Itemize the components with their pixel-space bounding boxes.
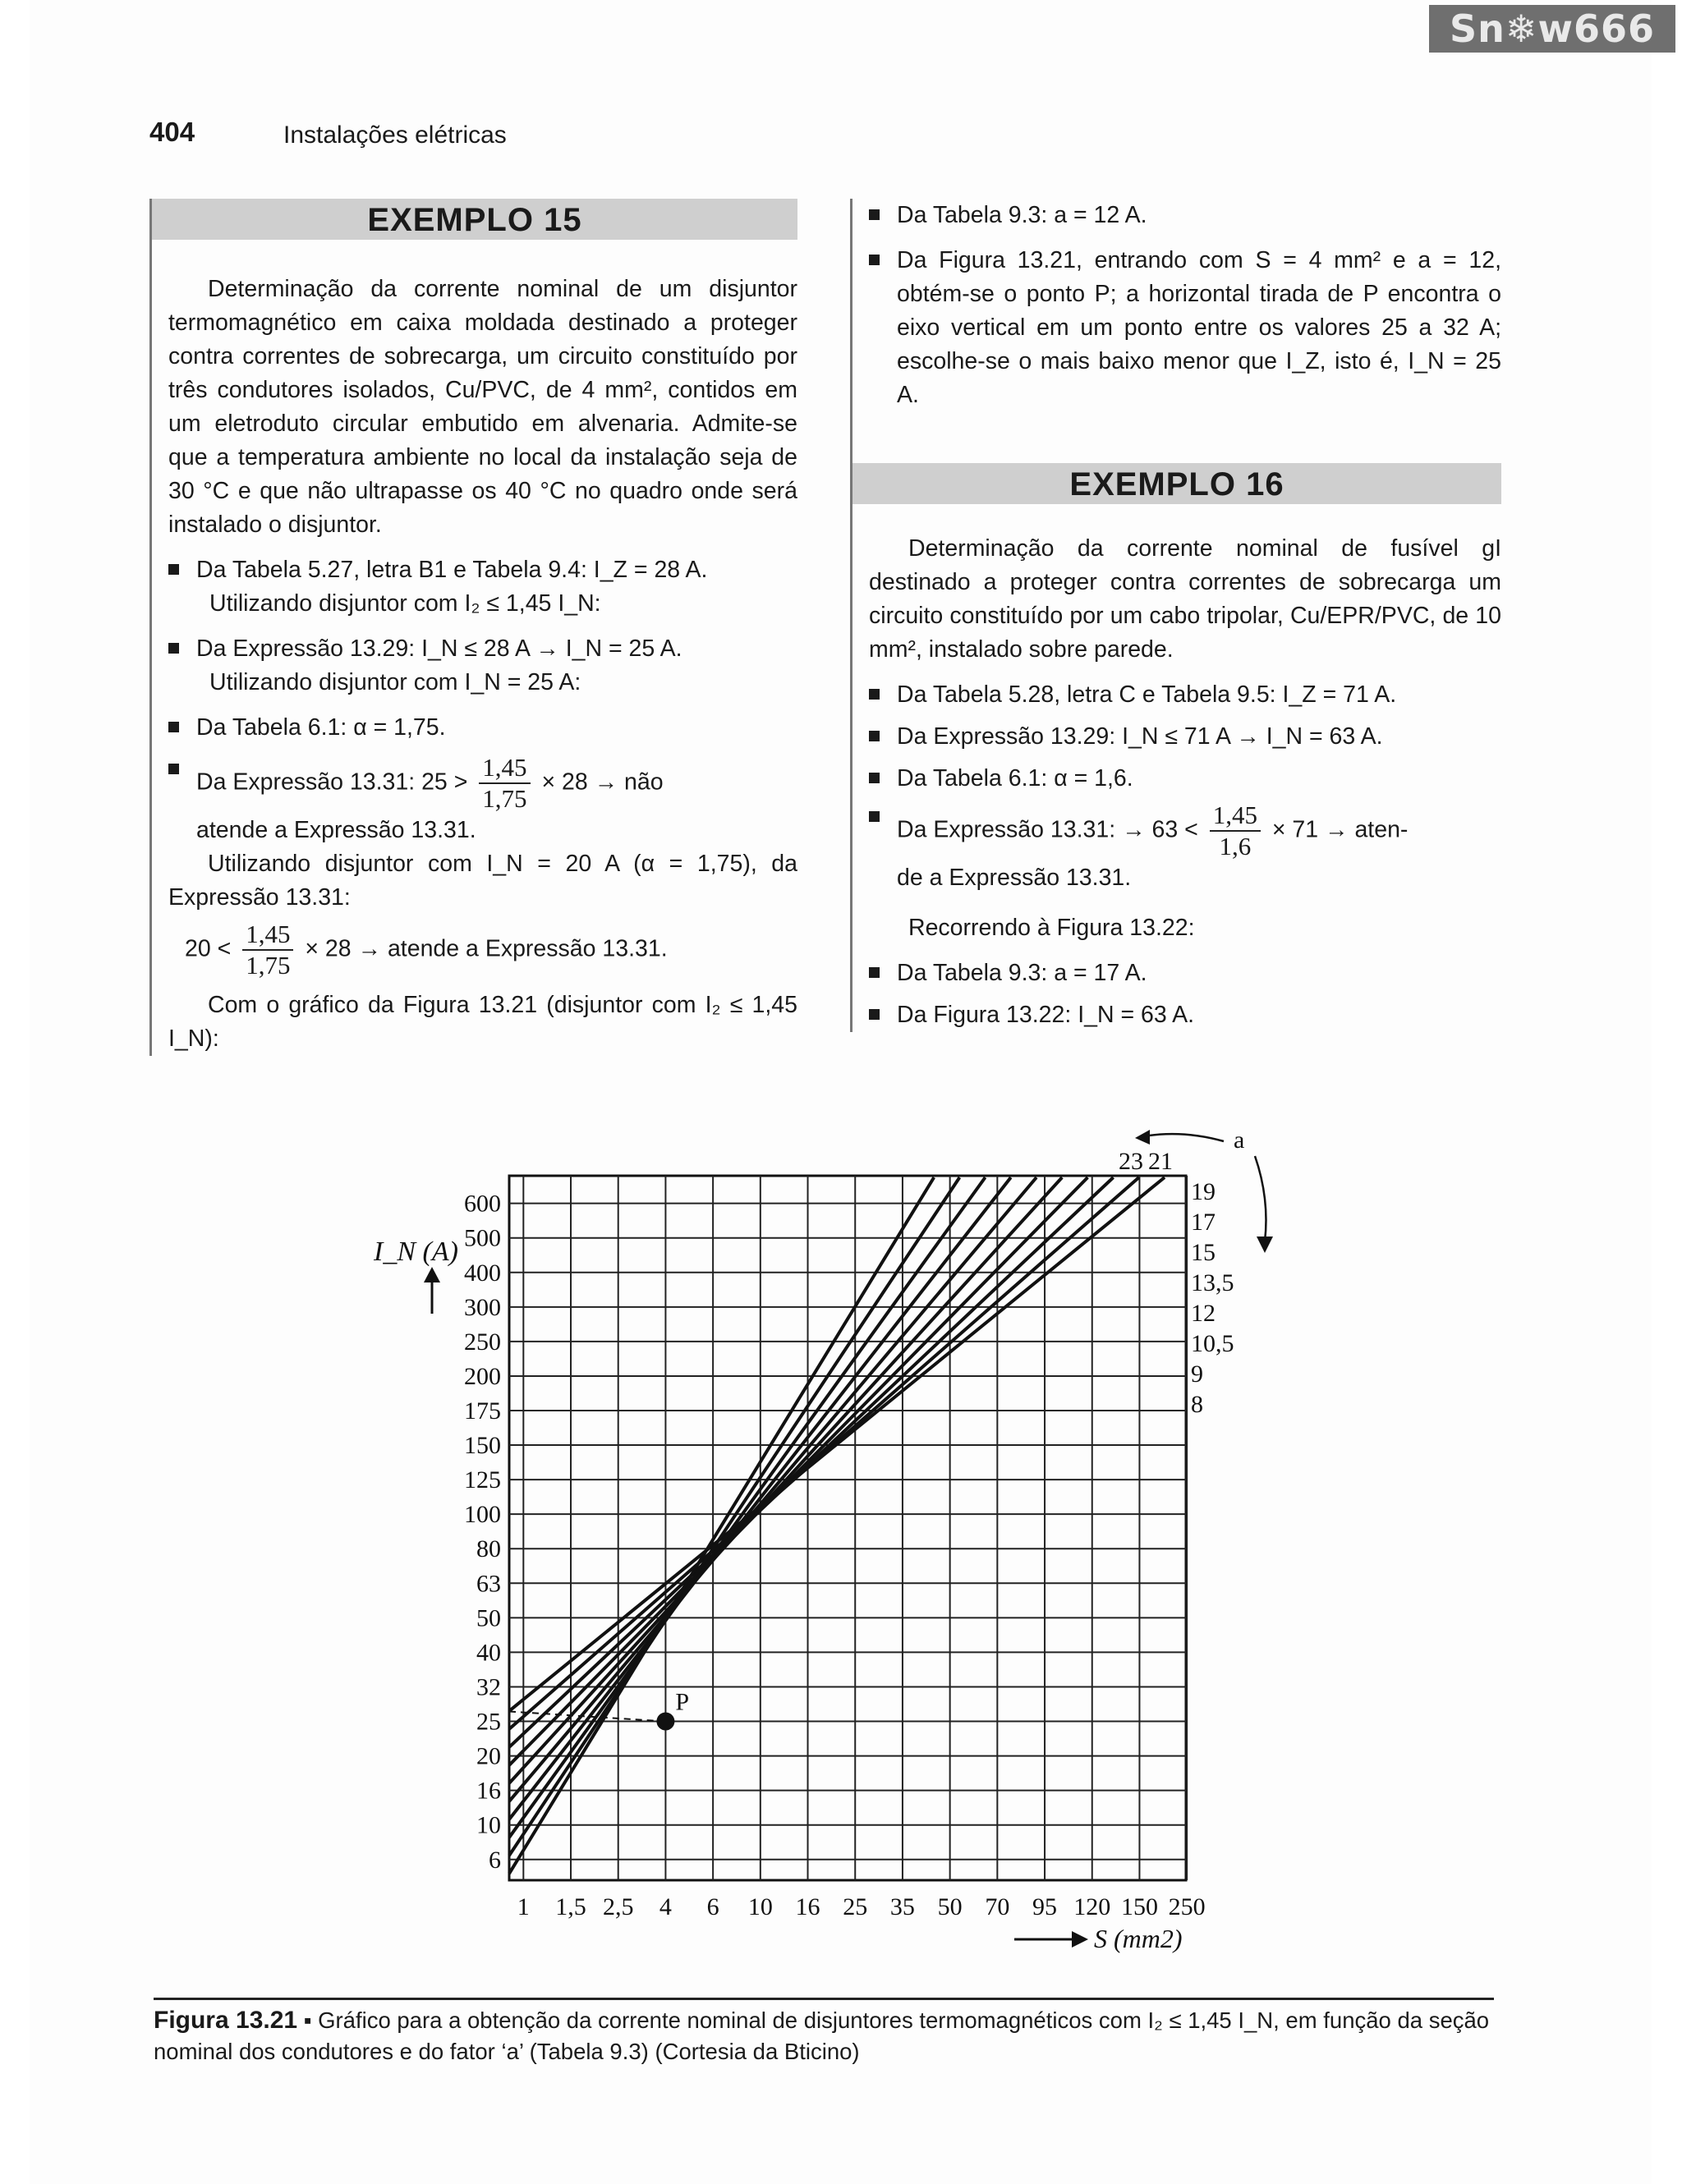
ex16-b4-pre: Da Expressão 13.31: → 63 < — [897, 816, 1198, 843]
x-tick-label: 150 — [1120, 1893, 1158, 1920]
a-arrow-curve — [1143, 1134, 1224, 1141]
param-a-label: a — [1234, 1126, 1245, 1154]
a-label: 12 — [1191, 1300, 1216, 1327]
a-label: 15 — [1191, 1239, 1216, 1266]
x-tick-label: 2,5 — [602, 1893, 634, 1920]
a-arrow-curve-down — [1255, 1156, 1266, 1241]
ex16-fig-paragraph: Recorrendo à Figura 13.22: — [908, 915, 1195, 941]
y-tick-label: 6 — [489, 1846, 501, 1874]
y-tick-label: 10 — [476, 1811, 501, 1839]
y-tick-label: 16 — [476, 1777, 501, 1805]
ex16-bullet-2: Da Expressão 13.29: I_N ≤ 71 A → I_N = 63 A. — [852, 720, 1501, 754]
ex16-b4-den: 1,6 — [1219, 832, 1252, 860]
ex15-eq-num: 1,45 — [242, 920, 293, 951]
y-tick-label: 300 — [464, 1293, 501, 1321]
page-number: 404 — [149, 117, 195, 147]
y-tick-label: 200 — [464, 1362, 501, 1390]
series-line-a=13,5 — [509, 1177, 1036, 1801]
y-tick-label: 600 — [464, 1190, 501, 1218]
series-line-a=17 — [509, 1177, 1087, 1765]
a-label: 17 — [1191, 1209, 1216, 1236]
ex15-b4-pre: Da Expressão 13.31: 25 > — [196, 769, 468, 796]
example-16-title: EXEMPLO 16 — [852, 463, 1501, 504]
a-label: 10,5 — [1191, 1330, 1234, 1357]
running-title: Instalações elétricas — [283, 122, 507, 149]
ex15-bullet-2: Da Expressão 13.29: I_N ≤ 28 A → I_N = 25 A. — [152, 632, 797, 666]
ex16-b4-num: 1,45 — [1210, 801, 1261, 832]
y-tick-label: 40 — [476, 1639, 501, 1667]
watermark: Sn❄w666 — [1429, 5, 1675, 53]
x-tick-label: 10 — [747, 1893, 773, 1920]
ex15-using-20: Utilizando disjuntor com I_N = 20 A (α = 1,75), da Expressão 13.31: — [168, 851, 797, 911]
a-label: 13,5 — [1191, 1269, 1234, 1296]
series-line-a=19 — [509, 1177, 1114, 1747]
series-line-a=23 — [509, 1177, 1165, 1711]
ex15-eq-post: × 28 → atende a Expressão 13.31. — [305, 935, 668, 962]
y-tick-label: 80 — [476, 1535, 501, 1563]
ex15-bullet-1: Da Tabela 5.27, letra B1 e Tabela 9.4: I_Z = 28 A. — [152, 553, 797, 587]
x-axis-label: S (mm2) — [1094, 1924, 1183, 1953]
caption-label: Figura 13.21 — [154, 2007, 298, 2034]
a-label: 23 — [1119, 1148, 1143, 1175]
ex16-bullet-4-cont: de a Expressão 13.31. — [897, 865, 1132, 891]
ex15-bullet-4-cont: atende a Expressão 13.31. — [196, 817, 476, 843]
a-arrowhead-down — [1257, 1237, 1273, 1253]
a-label: 21 — [1148, 1148, 1173, 1175]
x-tick-label: 95 — [1032, 1893, 1058, 1920]
ex15-eq-den: 1,75 — [246, 951, 291, 980]
x-tick-label: 250 — [1168, 1893, 1206, 1920]
ex15-b4-post: × 28 → não — [541, 769, 664, 796]
a-arrowhead-left — [1135, 1130, 1150, 1145]
ex15-b4-num: 1,45 — [479, 753, 530, 784]
x-tick-label: 25 — [843, 1893, 868, 1920]
y-tick-label: 20 — [476, 1742, 501, 1770]
ex15-graph-paragraph: Com o gráfico da Figura 13.21 (disjuntor com I₂ ≤ 1,45 I_N): — [168, 992, 797, 1052]
y-tick-label: 125 — [464, 1466, 501, 1494]
caption-rule — [154, 1998, 1494, 2000]
ex15-bullet-2-sub: Utilizando disjuntor com I_N = 25 A: — [209, 669, 581, 695]
example-15-intro: Determinação da corrente nominal de um disjuntor termomagnético em caixa moldada destinado a proteger contra correntes de sobrecarga, um circuito constituído por três condutores isolados, Cu/PVC, de 4 mm², contidos em um eletroduto circular embutido em alvenaria. Admite-se que a temperatura ambiente no local da instalação seja de 30 °C e que não ultrapasse os 40 °C no quadro onde será instalado o disjuntor. — [168, 276, 797, 538]
x-tick-label: 70 — [985, 1893, 1010, 1920]
x-tick-label: 6 — [706, 1893, 719, 1920]
point-P — [656, 1713, 674, 1731]
y-tick-label: 50 — [476, 1604, 501, 1632]
y-tick-label: 100 — [464, 1501, 501, 1529]
series-line-a=9 — [509, 1177, 959, 1856]
example-16-intro: Determinação da corrente nominal de fusível gI destinado a proteger contra correntes de sobrecarga um circuito constituído por um cabo tripolar, Cu/EPR/PVC, de 10 mm², instalado sobre parede. — [869, 535, 1501, 663]
ex16-b4-post: × 71 → aten- — [1271, 816, 1409, 843]
a-label: 8 — [1191, 1391, 1203, 1418]
y-tick-label: 500 — [464, 1224, 501, 1252]
x-tick-label: 4 — [659, 1893, 672, 1920]
y-axis-arrowhead — [424, 1267, 440, 1282]
series-line-a=10,5 — [509, 1177, 986, 1838]
figure-caption — [154, 2005, 1500, 2067]
ex16-bullet-3: Da Tabela 6.1: α = 1,6. — [852, 762, 1501, 796]
y-axis-label: I_N (A) — [374, 1237, 458, 1267]
x-tick-label: 16 — [795, 1893, 820, 1920]
x-tick-label: 35 — [889, 1893, 915, 1920]
ex15-bullet-3: Da Tabela 6.1: α = 1,75. — [152, 711, 797, 745]
ex16-bullet-6: Da Figura 13.22: I_N = 63 A. — [852, 998, 1501, 1032]
ex16-bullet-1: Da Tabela 5.28, letra C e Tabela 9.5: I_Z = 71 A. — [852, 678, 1501, 712]
caption-text: Gráfico para a obtenção da corrente nominal de disjuntores termomagnéticos com I₂ ≤ 1,45 I_N, em função da seção nominal dos condutores e do fator ‘a’ (Tabela 9.3) (Cortesia da Bticino) — [154, 2007, 1490, 2064]
ex15-b4-den: 1,75 — [482, 784, 527, 813]
x-tick-label: 1 — [517, 1893, 530, 1920]
a-label: 19 — [1191, 1178, 1216, 1205]
x-tick-label: 1,5 — [555, 1893, 586, 1920]
ex15-eq-pre: 20 < — [185, 935, 232, 962]
ex16-bullet-5: Da Tabela 9.3: a = 17 A. — [852, 957, 1501, 990]
y-tick-label: 400 — [464, 1259, 501, 1287]
x-axis-arrowhead — [1072, 1931, 1088, 1948]
y-tick-label: 175 — [464, 1397, 501, 1425]
y-tick-label: 150 — [464, 1432, 501, 1460]
x-tick-label: 50 — [937, 1893, 963, 1920]
x-tick-label: 120 — [1073, 1893, 1111, 1920]
series-line-a=8 — [509, 1177, 934, 1874]
y-tick-label: 32 — [476, 1673, 501, 1701]
rt-bullet-2: Da Figura 13.21, entrando com S = 4 mm² e a = 12, obtém-se o ponto P; a horizontal tirada de P encontra o eixo vertical em um ponto entre os valores 25 a 32 A; escolhe-se o mais baixo menor que I_Z, isto é, I_N = 25 A. — [852, 244, 1501, 412]
caption-bullet: ▪ — [303, 2007, 312, 2033]
y-tick-label: 63 — [476, 1570, 501, 1598]
point-P-label: P — [675, 1688, 690, 1716]
chart-frame — [509, 1176, 1186, 1880]
rt-bullet-1: Da Tabela 9.3: a = 12 A. — [852, 199, 1501, 232]
y-tick-label: 250 — [464, 1328, 501, 1356]
y-tick-label: 25 — [476, 1708, 501, 1736]
ex15-bullet-1-sub: Utilizando disjuntor com I₂ ≤ 1,45 I_N: — [209, 590, 601, 617]
a-label: 9 — [1191, 1360, 1203, 1388]
example-15-title: EXEMPLO 15 — [152, 199, 797, 240]
